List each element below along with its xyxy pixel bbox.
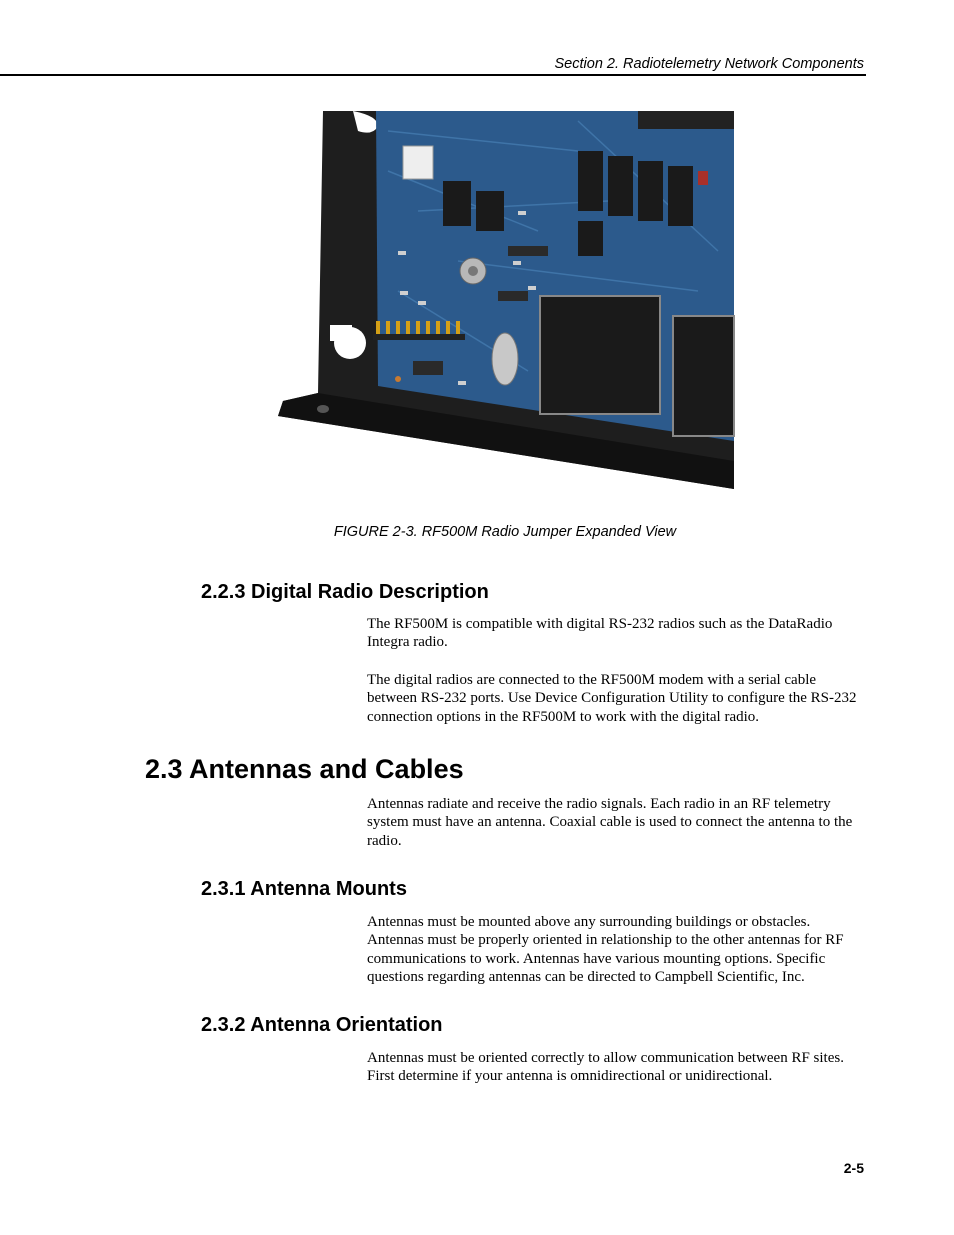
paragraph-text: The RF500M is compatible with digital RS-232 radios such as the DataRadio Integra radio.: [367, 616, 833, 651]
paragraph-antenna-mounts: [367, 913, 867, 986]
page-number: 2-5: [843, 1160, 864, 1176]
figure-caption: FIGURE 2-3. RF500M Radio Jumper Expanded View: [333, 524, 677, 540]
heading-digital-radio-description: 2.2.3 Digital Radio Description: [201, 581, 489, 603]
running-header: Section 2. Radiotelemetry Network Components: [554, 56, 864, 72]
heading-antenna-orientation: 2.3.2 Antenna Orientation: [201, 1014, 443, 1036]
heading-antenna-mounts: 2.3.1 Antenna Mounts: [201, 878, 407, 900]
figure-pcb-photo: [278, 111, 736, 501]
paragraph-antennas-cables: [367, 795, 867, 850]
paragraph-text: The digital radios are connected to the RF500M modem with a serial cable between RS-232 ports. Use Device Configuration Utility to configure the RS-232 connection options in the RF500M to work with the digital radio.: [367, 672, 857, 725]
paragraph-digital-radio-1: [367, 615, 867, 652]
paragraph-antenna-orientation: [367, 1049, 867, 1086]
paragraph-text: Antennas must be mounted above any surrounding buildings or obstacles. Antennas must be properly oriented in relationship to the other antennas for RF communications to work. Antennas have various mounting options. Specific questions regarding antennas can be directed to Campbell Scientific, Inc.: [367, 914, 844, 985]
paragraph-text: Antennas must be oriented correctly to allow communication between RF sites. First determine if your antenna is omnidirectional or unidirectional.: [367, 1050, 844, 1085]
paragraph-digital-radio-2: [367, 671, 867, 726]
paragraph-text: Antennas radiate and receive the radio signals. Each radio in an RF telemetry system must have an antenna. Coaxial cable is used to connect the antenna to the radio.: [367, 796, 853, 849]
header-rule: [0, 74, 866, 76]
heading-antennas-and-cables: 2.3 Antennas and Cables: [145, 754, 464, 784]
